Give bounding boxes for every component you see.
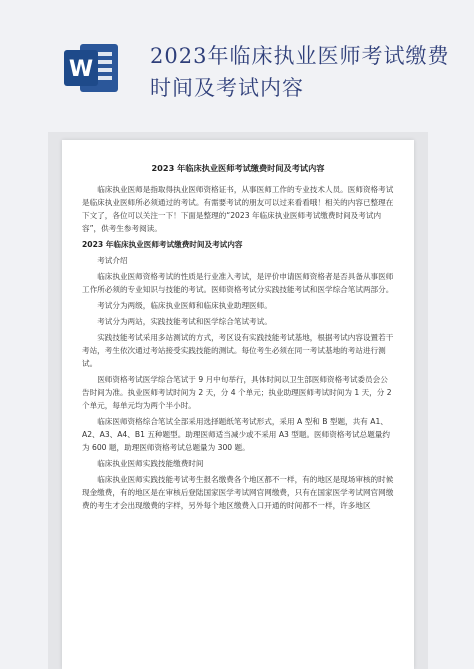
body-paragraph: 临床执业医师实践技能考试考生报名缴费各个地区都不一样，有的地区是现场审核的时候现金缴费，有的地区是在审核后登陆国家医学考试网官网缴费，只有在国家医学考试网官网缴费的考生才会出现缴费的字样，另外每个地区缴费入口开通的时间都不一样，许多地区 — [82, 475, 394, 510]
page-title: 2023年临床执业医师考试缴费时间及考试内容 — [150, 44, 450, 100]
body-paragraph: 临床执业医师资格考试的性质是行业准入考试，是评价申请医师资格者是否具备从事医师工作所必须的专业知识与技能的考试。医师资格考试分实践技能考试和医学综合笔试两部分。 — [82, 272, 394, 294]
body-paragraph: 实践技能考试采用多站测试的方式，考区设有实践技能考试基地，根据考试内容设置若干考站，考生依次通过考站接受实践技能的测试。每位考生必须在同一考试基地的考站进行测试。 — [82, 333, 394, 368]
body-paragraph: 考试分为两级，临床执业医师和临床执业助理医师。 — [97, 301, 272, 310]
header-banner — [0, 0, 474, 120]
subheading-fee-time: 临床执业医师实践技能缴费时间 — [97, 459, 204, 468]
intro-paragraph: 临床执业医师是指取得执业医师资格证书，从事医师工作的专业技术人员。医师资格考试是临床执业医师所必须通过的考试。有需要考试的朋友可以过来看看哦！相关的内容已整理在下文了，各位可以关注一下！下面是整理的“2023 年临床执业医师考试缴费时间及考试内容”，供考生参考阅读。 — [82, 185, 394, 233]
body-paragraph: 临床医师资格综合笔试全部采用选择题纸笔考试形式，采用 A 型和 B 型题，共有 A1、A2、A3、A4、B1 五种题型。助理医师适当减少或不采用 A3 型题。医师资格考试总题量约为 600 题，助理医师资格考试总题量为 300 题。 — [82, 417, 390, 452]
word-icon — [62, 38, 122, 98]
subheading-exam-intro: 考试介绍 — [97, 256, 128, 265]
section-heading: 2023 年临床执业医师考试缴费时间及考试内容 — [82, 240, 243, 249]
document-content — [82, 162, 394, 515]
document-page — [62, 140, 414, 669]
document-title: 2023 年临床执业医师考试缴费时间及考试内容 — [151, 163, 325, 173]
body-paragraph: 考试分为两站，实践技能考试和医学综合笔试考试。 — [97, 317, 272, 326]
body-paragraph: 医师资格考试医学综合笔试于 9 月中旬举行，具体时间以卫生部医师资格考试委员会公告时间为准。执业医师考试时间为 2 天，分 4 个单元；执业助理医师考试时间为 1 天，分 2 个单元，每单元均为两个半小时。 — [82, 375, 392, 410]
svg-text:W: W — [68, 57, 94, 82]
